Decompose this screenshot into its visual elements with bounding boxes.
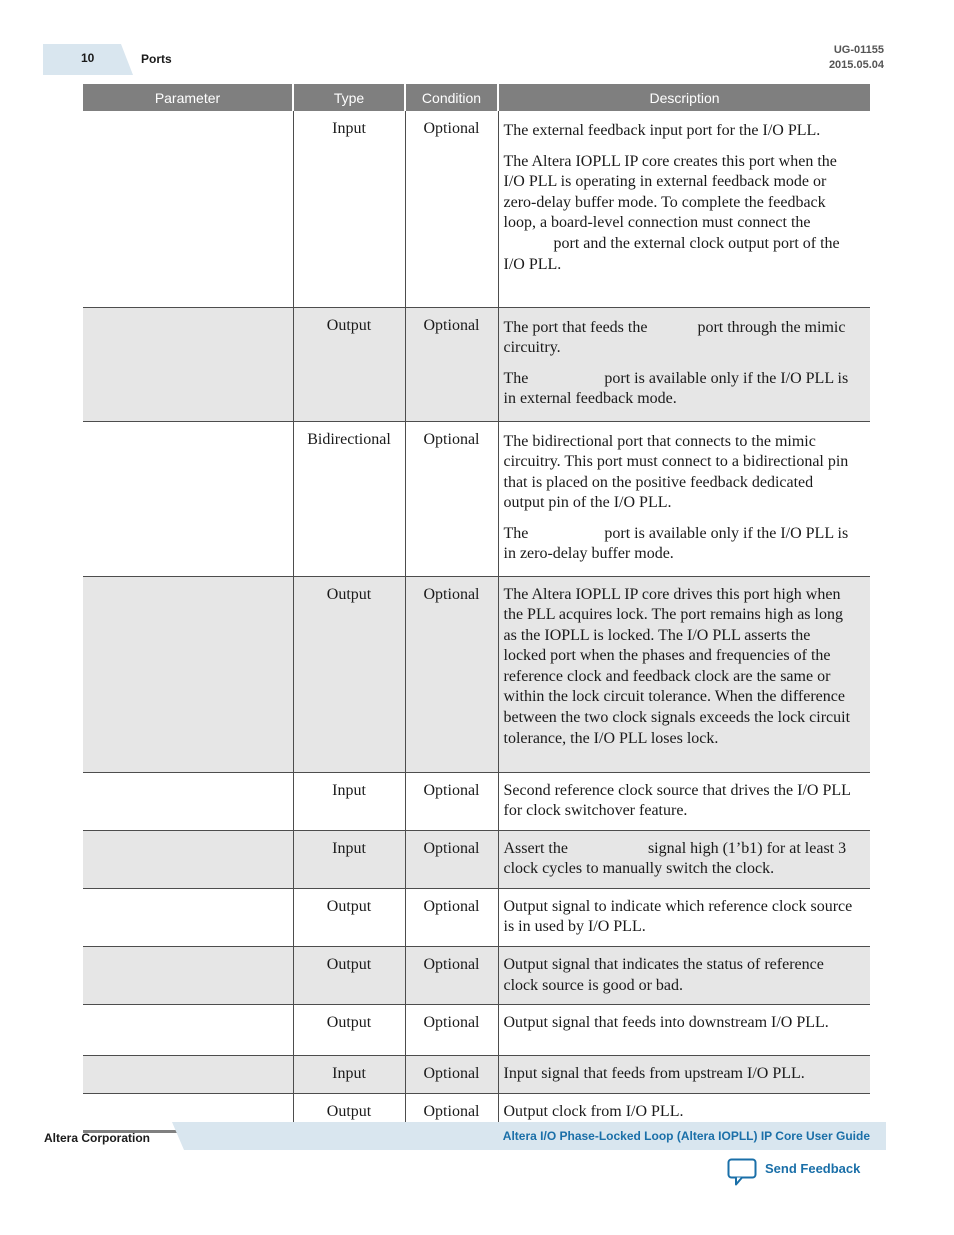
- table-row: [83, 576, 870, 772]
- parameter-cell: [83, 111, 293, 307]
- description-cell: [498, 1005, 870, 1056]
- type-cell: Input: [293, 111, 405, 307]
- type-cell: Output: [293, 576, 405, 772]
- description-cell: [498, 111, 870, 307]
- parameter-cell: [83, 576, 293, 772]
- ports-table: [83, 84, 870, 1133]
- parameter-cell: [83, 830, 293, 888]
- description-text: The bidirectional port that connects to the mimic circuitry. This port must connect to a bidirectional pin that is placed on the positive feedback dedicated output pin of the I/O PLL.: [503, 432, 849, 512]
- parameter-cell: [83, 947, 293, 1005]
- condition-cell: Optional: [405, 421, 498, 576]
- parameter-cell: [83, 888, 293, 946]
- table-row: [83, 1056, 870, 1094]
- table-header-row: [83, 84, 870, 111]
- footer-guide-title[interactable]: Altera I/O Phase-Locked Loop (Altera IOPLL) IP Core User Guide: [502, 1129, 870, 1143]
- table-row: [83, 111, 870, 307]
- table-row: [83, 421, 870, 576]
- description-cell: [498, 830, 870, 888]
- description-cell: [498, 772, 870, 830]
- condition-cell: Optional: [405, 111, 498, 307]
- description-cell: [498, 888, 870, 946]
- description-cell: [498, 576, 870, 772]
- description-cell: [498, 947, 870, 1005]
- description-text: Output signal that indicates the status of reference clock source is good or bad.: [503, 956, 824, 994]
- send-feedback-button[interactable]: [727, 1158, 860, 1186]
- table-row: [83, 947, 870, 1005]
- column-header-description: Description: [498, 84, 870, 111]
- page-number: 10: [81, 51, 95, 65]
- column-header-type: Type: [293, 84, 405, 111]
- doc-date: 2015.05.04: [828, 59, 884, 71]
- description-text: The port that feeds the port through the mimic circuitry.: [503, 318, 846, 357]
- description-text: The Altera IOPLL IP core creates this port when the I/O PLL is operating in external feedback mode or zero-delay buffer mode. To complete the feedback loop, a board-level connection must connect theport and the external clock output port of the I/O PLL.: [503, 152, 840, 273]
- description-text: The external feedback input port for the I/O PLL.: [503, 122, 821, 139]
- description-text: Second reference clock source that drives the I/O PLL for clock switchover feature.: [503, 781, 851, 820]
- condition-cell: Optional: [405, 307, 498, 421]
- condition-cell: Optional: [405, 830, 498, 888]
- description-text: Output signal that feeds into downstream I/O PLL.: [503, 1014, 829, 1032]
- table-row: [83, 888, 870, 946]
- description-text: Input signal that feeds from upstream I/O PLL.: [503, 1065, 805, 1083]
- description-text: Output signal to indicate which reference clock source is in used by I/O PLL.: [503, 897, 853, 936]
- type-cell: Input: [293, 772, 405, 830]
- type-cell: Output: [293, 1093, 405, 1132]
- speech-bubble-icon: [727, 1158, 757, 1191]
- doc-id: UG-01155: [833, 44, 884, 56]
- type-cell: Input: [293, 830, 405, 888]
- parameter-cell: [83, 772, 293, 830]
- send-feedback-label: Send Feedback: [765, 1161, 861, 1176]
- footer-company: Altera Corporation: [44, 1131, 151, 1145]
- section-title: Ports: [141, 52, 172, 66]
- parameter-cell: [83, 1056, 293, 1094]
- condition-cell: Optional: [405, 576, 498, 772]
- description-cell: [498, 1056, 870, 1094]
- type-cell: Bidirectional: [293, 421, 405, 576]
- table-row: [83, 772, 870, 830]
- type-cell: Input: [293, 1056, 405, 1094]
- condition-cell: Optional: [405, 1056, 498, 1094]
- description-text: Output clock from I/O PLL.: [503, 1102, 684, 1120]
- description-text: Assert the signal high (1’b1) for at least 3 clock cycles to manually switch the clock.: [503, 839, 847, 878]
- description-text: The port is available only if the I/O PLL is in zero-delay buffer mode.: [503, 524, 849, 563]
- condition-cell: Optional: [405, 1093, 498, 1132]
- description-text: The Altera IOPLL IP core drives this port high when the PLL acquires lock. The port remains high as long as the IOPLL is locked. The I/O PLL asserts the locked port when the phases and frequencies of the reference clock and feedback clock are the same or within the lock circuit tolerance. When the difference between the two clock signals exceeds the lock circuit tolerance, the I/O PLL loses lock.: [503, 585, 851, 747]
- type-cell: Output: [293, 307, 405, 421]
- table-row: [83, 1005, 870, 1056]
- column-header-parameter: Parameter: [83, 84, 293, 111]
- column-header-condition: Condition: [405, 84, 498, 111]
- description-text: The port is available only if the I/O PLL is in external feedback mode.: [503, 369, 849, 408]
- table-row: [83, 830, 870, 888]
- condition-cell: Optional: [405, 772, 498, 830]
- parameter-cell: [83, 421, 293, 576]
- condition-cell: Optional: [405, 947, 498, 1005]
- type-cell: Output: [293, 1005, 405, 1056]
- description-cell: [498, 307, 870, 421]
- condition-cell: Optional: [405, 888, 498, 946]
- document-meta: [829, 43, 884, 73]
- table-row: [83, 307, 870, 421]
- type-cell: Output: [293, 888, 405, 946]
- type-cell: Output: [293, 947, 405, 1005]
- description-cell: [498, 421, 870, 576]
- parameter-cell: [83, 1005, 293, 1056]
- parameter-cell: [83, 307, 293, 421]
- condition-cell: Optional: [405, 1005, 498, 1056]
